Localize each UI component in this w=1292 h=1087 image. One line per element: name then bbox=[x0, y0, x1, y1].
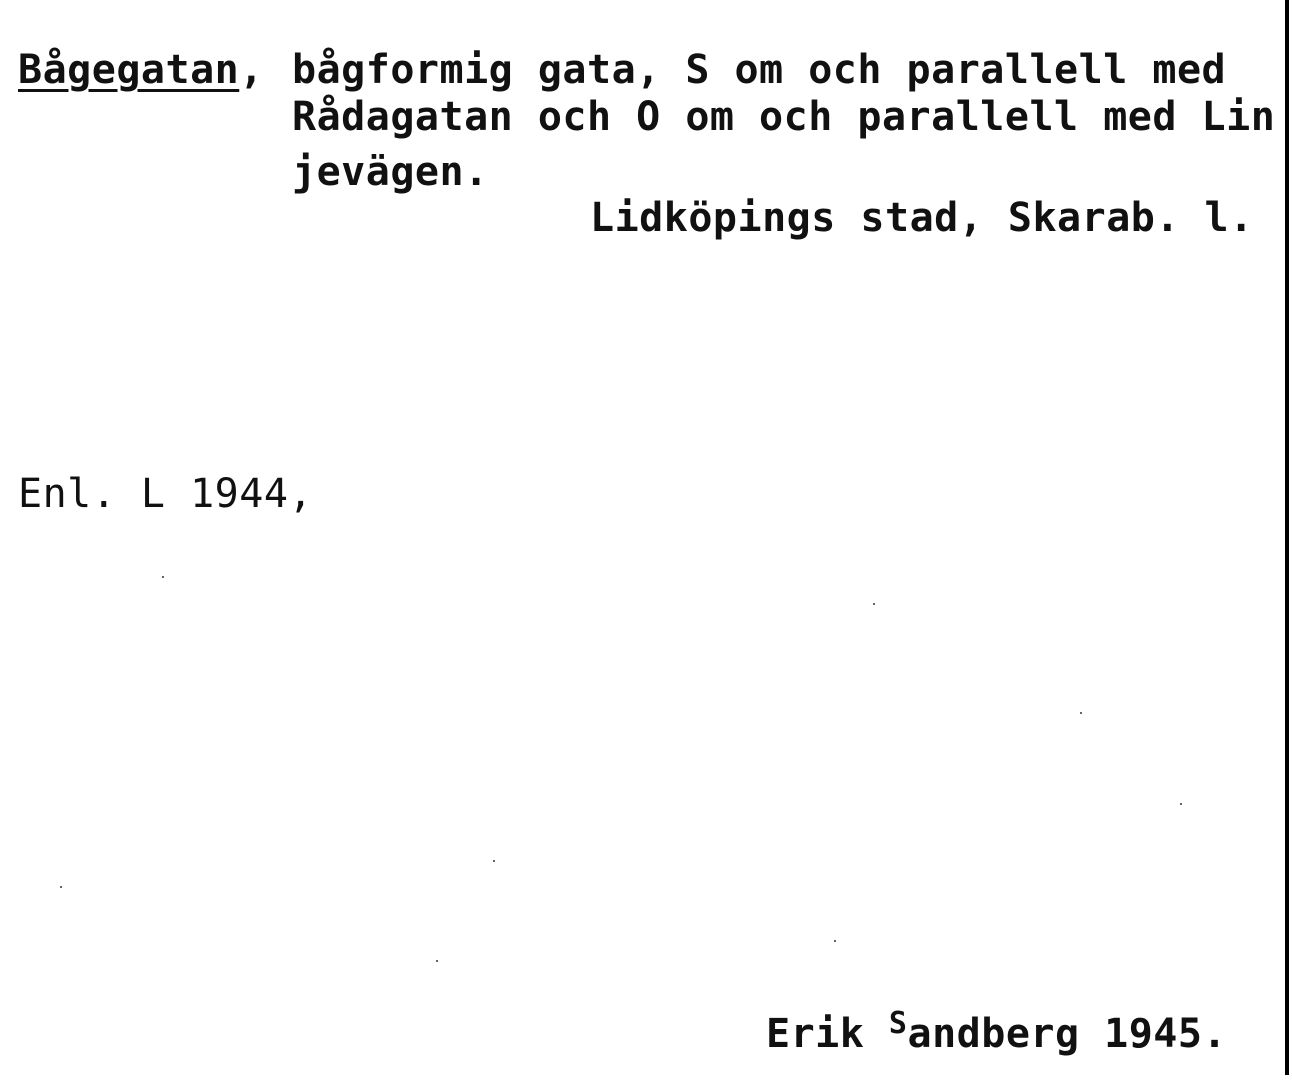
signature-initial: S bbox=[888, 1006, 908, 1041]
scan-speck bbox=[60, 886, 62, 888]
scan-speck bbox=[493, 860, 495, 862]
place-line: Lidköpings stad, Skarab. l. bbox=[590, 195, 1254, 241]
scan-speck bbox=[1080, 712, 1082, 714]
signature-first-name: Erik bbox=[766, 1011, 865, 1057]
scan-speck bbox=[436, 960, 438, 962]
headword: Bågegatan bbox=[18, 47, 240, 93]
definition-line-1: bågformig gata, S om och parallell med bbox=[292, 47, 1227, 93]
source-reference: Enl. L 1944, bbox=[18, 471, 313, 517]
scan-speck bbox=[873, 603, 875, 605]
headword-comma: , bbox=[239, 47, 264, 93]
scan-speck bbox=[834, 940, 836, 942]
scan-speck bbox=[162, 576, 164, 578]
card-edge-line bbox=[1285, 0, 1289, 1075]
scan-speck bbox=[1180, 803, 1182, 805]
definition-line-2: Rådagatan och O om och parallell med Lin bbox=[292, 94, 1276, 140]
entry-line-1 bbox=[18, 46, 264, 94]
signature-surname-year: andberg 1945. bbox=[907, 1011, 1228, 1057]
signature bbox=[766, 1000, 1227, 1058]
definition-line-3: jevägen. bbox=[292, 149, 489, 195]
